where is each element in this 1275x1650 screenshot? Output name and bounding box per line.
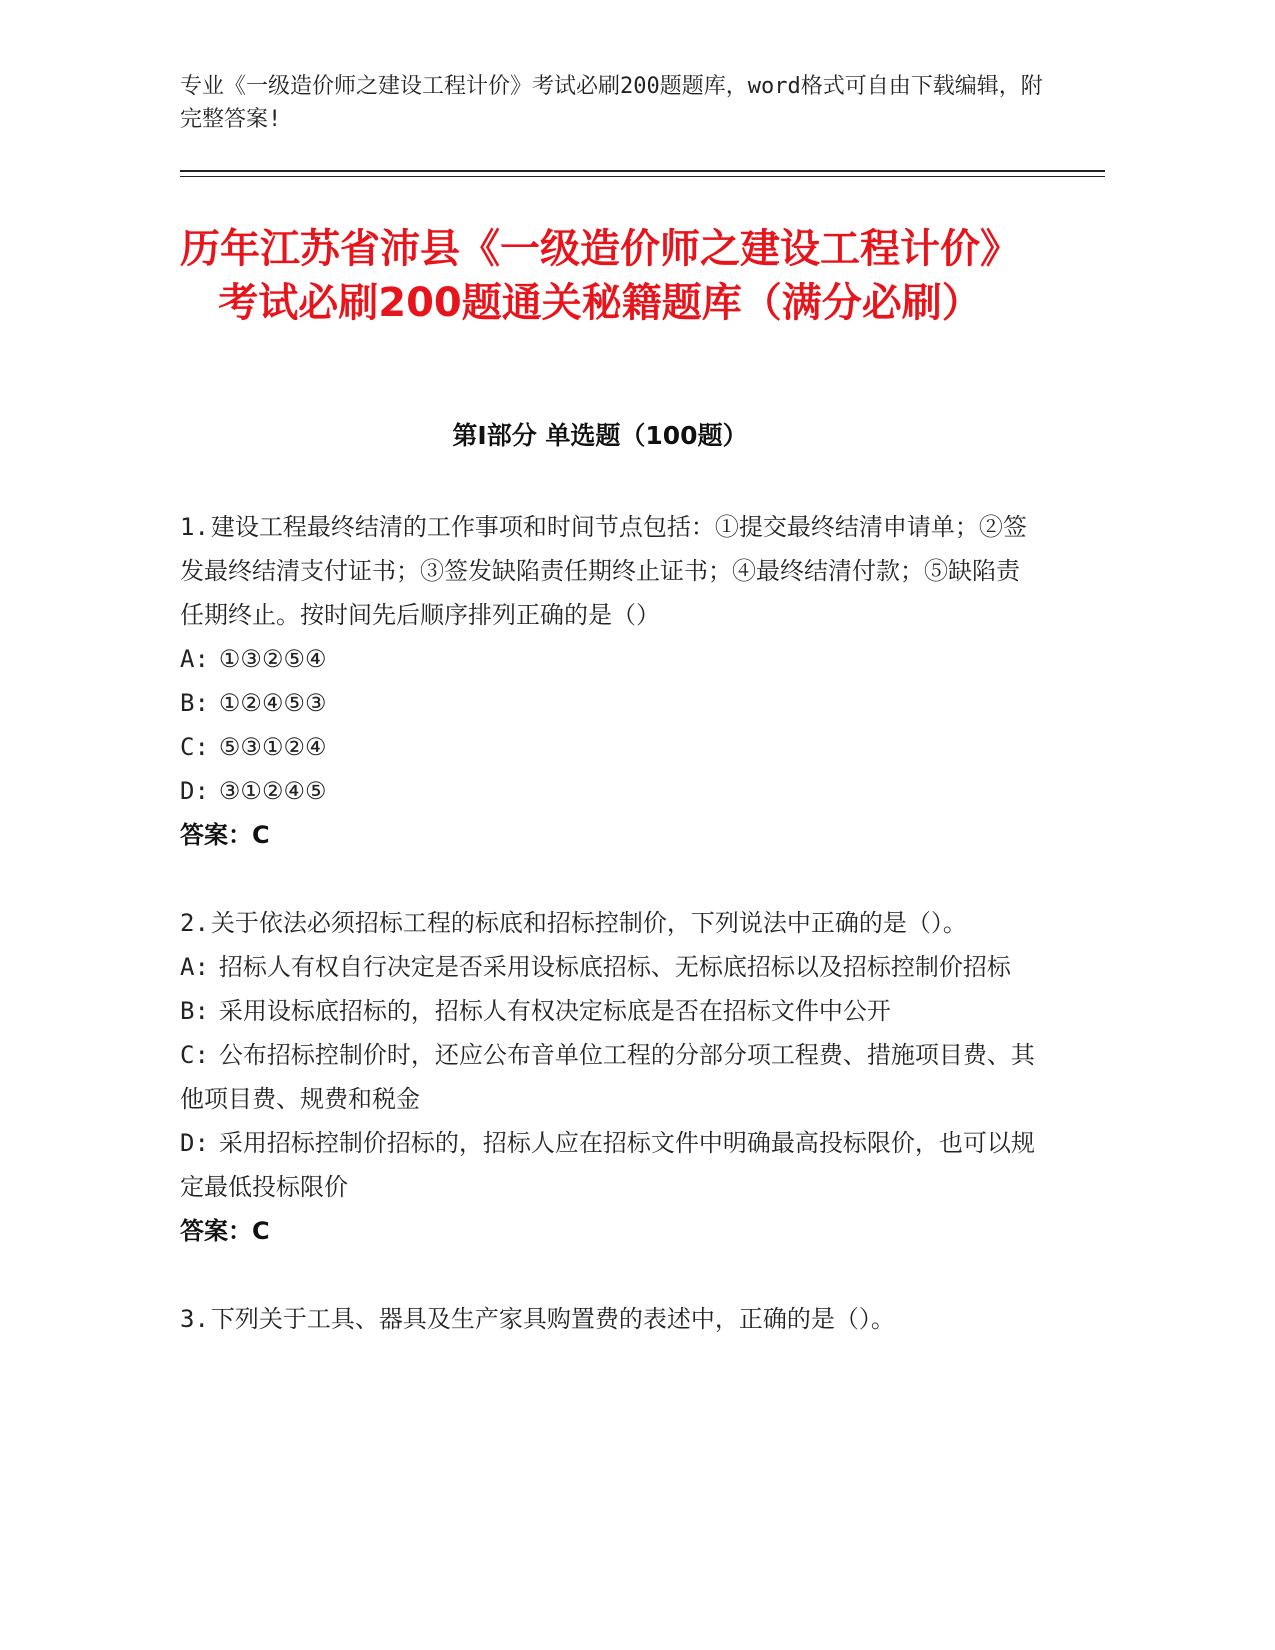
question-number: 2. [180, 909, 209, 937]
option-key: C: [180, 733, 209, 761]
option-text: 采用设标底招标的，招标人有权决定标底是否在招标文件中公开 [218, 997, 891, 1025]
option-text: ⑤③①②④ [218, 733, 327, 761]
option-text: ③①②④⑤ [218, 777, 327, 805]
option-b [180, 681, 1035, 725]
option-text: 招标人有权自行决定是否采用设标底招标、无标底招标以及招标控制价招标 [218, 953, 1011, 981]
answer-label: 答案：C [180, 821, 270, 849]
option-key: D: [180, 777, 209, 805]
header-note: 专业《一级造价师之建设工程计价》考试必刷200题题库，word格式可自由下载编辑，附完整答案! [180, 74, 1043, 132]
question-text: 关于依法必须招标工程的标底和招标控制价，下列说法中正确的是（）。 [210, 909, 967, 937]
option-c [180, 725, 1035, 769]
option-d [180, 769, 1035, 813]
option-key: B: [180, 997, 209, 1025]
option-text: ①②④⑤③ [218, 689, 327, 717]
answer-label: 答案：C [180, 1217, 270, 1245]
option-b [180, 989, 1035, 1033]
question-text: 建设工程最终结清的工作事项和时间节点包括：①提交最终结清申请单；②签发最终结清支付证书；③签发缺陷责任期终止证书；④最终结清付款；⑤缺陷责任期终止。按时间先后顺序排列正确的是（） [180, 513, 1027, 629]
section-heading: 第Ⅰ部分 单选题（100题） [452, 421, 748, 450]
option-c [180, 1033, 1035, 1121]
header-divider-thick [180, 170, 1105, 172]
option-a [180, 945, 1035, 989]
header-divider-thin [180, 176, 1105, 177]
question-1 [180, 505, 1035, 857]
document-title: 历年江苏省沛县《一级造价师之建设工程计价》考试必刷200题通关秘籍题库（满分必刷） [180, 226, 1020, 326]
question-number: 1. [180, 513, 209, 541]
option-key: A: [180, 953, 209, 981]
question-stem [180, 505, 1035, 637]
option-text: 采用招标控制价招标的，招标人应在招标文件中明确最高投标限价，也可以规定最低投标限价 [180, 1129, 1035, 1201]
question-text: 下列关于工具、器具及生产家具购置费的表述中，正确的是（）。 [210, 1305, 895, 1333]
question-list [180, 505, 1035, 1385]
question-3 [180, 1297, 1035, 1341]
question-number: 3. [180, 1305, 209, 1333]
option-text: ①③②⑤④ [218, 645, 327, 673]
option-key: C: [180, 1041, 209, 1069]
question-2 [180, 901, 1035, 1253]
option-d [180, 1121, 1035, 1209]
option-key: D: [180, 1129, 209, 1157]
option-text: 公布招标控制价时，还应公布音单位工程的分部分项工程费、措施项目费、其他项目费、规费和税金 [180, 1041, 1035, 1113]
option-a [180, 637, 1035, 681]
option-key: B: [180, 689, 209, 717]
option-key: A: [180, 645, 209, 673]
question-stem [180, 1297, 1035, 1341]
question-stem [180, 901, 1035, 945]
